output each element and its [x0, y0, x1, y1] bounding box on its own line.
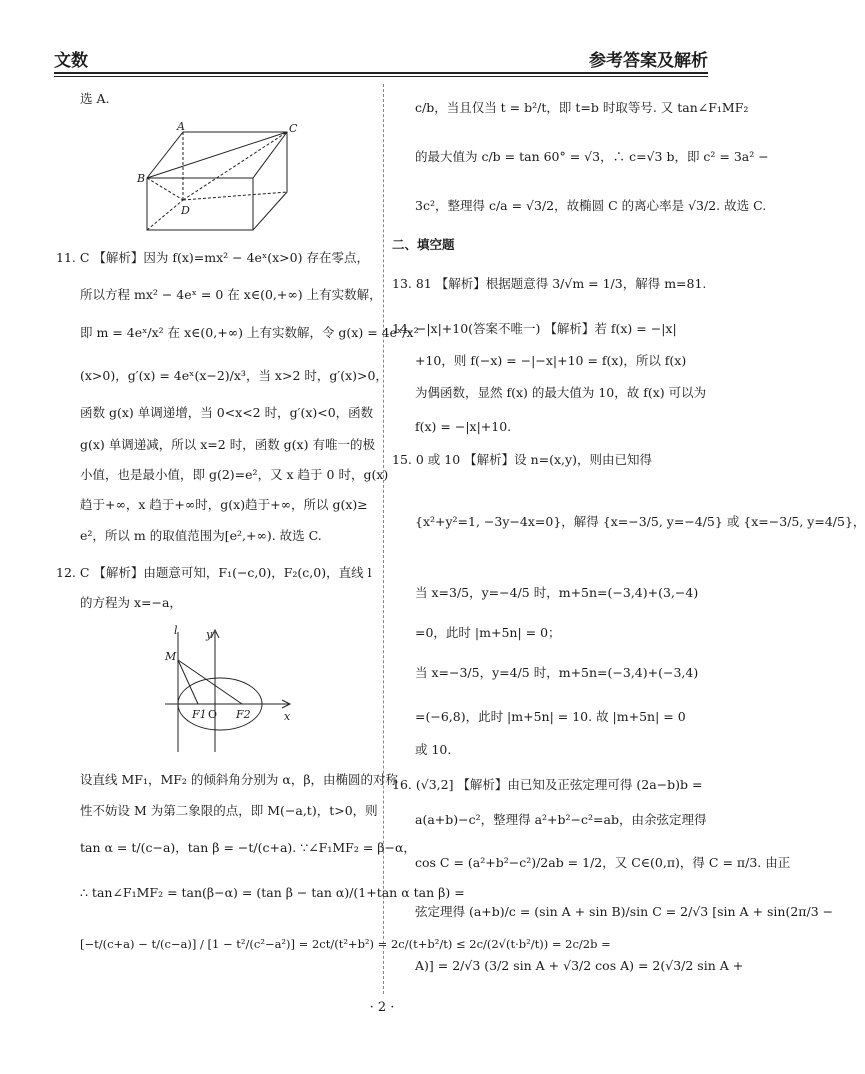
- text-line: 16. (√3,2] 【解析】由已知及正弦定理可得 (2a−b)b =: [392, 777, 703, 792]
- label-l: l: [174, 624, 178, 637]
- text-line: 弦定理得 (a+b)/c = (sin A + sin B)/sin C = 2/√3 [sin A + sin(2π/3 −: [415, 904, 834, 919]
- section-heading: 二、填空题: [392, 237, 455, 252]
- document-title: 参考答案及解析: [589, 51, 708, 71]
- text-line: 12. C 【解析】由题意可知，F₁(−c,0)，F₂(c,0)，直线 l: [56, 565, 372, 580]
- text-line: 趋于+∞，x 趋于+∞时，g(x)趋于+∞，所以 g(x)≥: [80, 497, 368, 512]
- text-line: +10，则 f(−x) = −|−x|+10 = f(x)，所以 f(x): [415, 353, 687, 368]
- label-M: M: [165, 650, 177, 663]
- text-line: =0，此时 |m+5n| = 0；: [415, 625, 561, 640]
- text-line: 的最大值为 c/b = tan 60° = √3，∴ c=√3 b，即 c² = 3a² −: [415, 149, 769, 164]
- text-line: 选 A.: [80, 91, 110, 106]
- text-line: 小值，也是最小值，即 g(2)=e²，又 x 趋于 0 时，g(x): [80, 467, 389, 482]
- label-O: O: [208, 708, 218, 721]
- label-F2: F2: [236, 708, 251, 721]
- text-line: ∴ tan∠F₁MF₂ = tan(β−α) = (tan β − tan α)/(1+tan α tan β) =: [80, 885, 465, 900]
- text-line: tan α = t/(c−a)，tan β = −t/(c+a). ∵∠F₁MF₂ = β−α，: [80, 840, 416, 855]
- text-line: cos C = (a²+b²−c²)/2ab = 1/2，又 C∈(0,π)，得 C = π/3. 由正: [415, 855, 791, 870]
- header-rule: [54, 72, 708, 74]
- text-line: 当 x=−3/5，y=4/5 时，m+5n=(−3,4)+(−3,4): [415, 665, 699, 680]
- header-rule-thin: [54, 76, 708, 77]
- label-D: D: [181, 204, 190, 217]
- text-line: 3c²，整理得 c/a = √3/2，故椭圆 C 的离心率是 √3/2. 故选 C.: [415, 198, 767, 213]
- text-line: 13. 81 【解析】根据题意得 3/√m = 1/3，解得 m=81.: [392, 276, 707, 291]
- text-line: f(x) = −|x|+10.: [415, 419, 512, 434]
- column-divider: [383, 84, 384, 994]
- text-line: [−t/(c+a) − t/(c−a)] / [1 − t²/(c²−a²)] = 2ct/(t²+b²) = 2c/(t+b²/t) ≤ 2c/(2√(t·b²/t)) = 2c/2b =: [80, 937, 611, 951]
- text-line: e²，所以 m 的取值范围为[e²,+∞). 故选 C.: [80, 528, 322, 543]
- ellipse-figure: [160, 622, 300, 757]
- label-F1: F1: [192, 708, 207, 721]
- subject-label: 文数: [54, 51, 88, 71]
- text-line: c/b，当且仅当 t = b²/t，即 t=b 时取等号. 又 tan∠F₁MF₂: [415, 100, 749, 115]
- label-x: x: [284, 710, 291, 723]
- label-C: C: [289, 122, 298, 135]
- label-A: A: [177, 120, 185, 133]
- text-line: 14. −|x|+10(答案不唯一) 【解析】若 f(x) = −|x|: [392, 321, 677, 336]
- text-line: 函数 g(x) 单调递增，当 0<x<2 时，g′(x)<0，函数: [80, 405, 374, 420]
- text-line: 所以方程 mx² − 4eˣ = 0 在 x∈(0,+∞) 上有实数解，: [80, 287, 382, 302]
- text-line: 性不妨设 M 为第二象限的点，即 M(−a,t)，t>0，则: [80, 803, 378, 818]
- text-line: a(a+b)−c²，整理得 a²+b²−c²=ab，由余弦定理得: [415, 812, 707, 827]
- text-line: 即 m = 4eˣ/x² 在 x∈(0,+∞) 上有实数解，令 g(x) = 4eˣ/x²: [80, 325, 419, 340]
- text-line: =(−6,8)，此时 |m+5n| = 10. 故 |m+5n| = 0: [415, 709, 686, 724]
- text-line: 为偶函数，显然 f(x) 的最大值为 10，故 f(x) 可以为: [415, 385, 707, 400]
- text-line: 或 10.: [415, 742, 452, 757]
- label-y: y: [206, 628, 213, 641]
- text-line: {x²+y²=1, −3y−4x=0}，解得 {x=−3/5, y=−4/5} 或 {x=−3/5, y=4/5}，: [415, 514, 865, 529]
- text-line: (x>0)，g′(x) = 4eˣ(x−2)/x³，当 x>2 时，g′(x)>0，: [80, 368, 388, 383]
- page-header: [0, 0, 764, 74]
- text-line: 设直线 MF₁，MF₂ 的倾斜角分别为 α，β，由椭圆的对称: [80, 772, 399, 787]
- text-line: 的方程为 x=−a，: [80, 595, 182, 610]
- text-line: A)] = 2/√3 (3/2 sin A + √3/2 cos A) = 2(√3/2 sin A +: [415, 958, 744, 973]
- text-line: 15. 0 或 10 【解析】设 n=(x,y)，则由已知得: [392, 452, 652, 467]
- cube-figure: [135, 120, 305, 235]
- page-number: · 2 ·: [369, 1000, 395, 1015]
- text-line: g(x) 单调递减，所以 x=2 时，函数 g(x) 有唯一的极: [80, 437, 375, 452]
- text-line: 11. C 【解析】因为 f(x)=mx² − 4eˣ(x>0) 存在零点，: [56, 250, 369, 265]
- text-line: 当 x=3/5，y=−4/5 时，m+5n=(−3,4)+(3,−4): [415, 585, 699, 600]
- label-B: B: [137, 172, 146, 185]
